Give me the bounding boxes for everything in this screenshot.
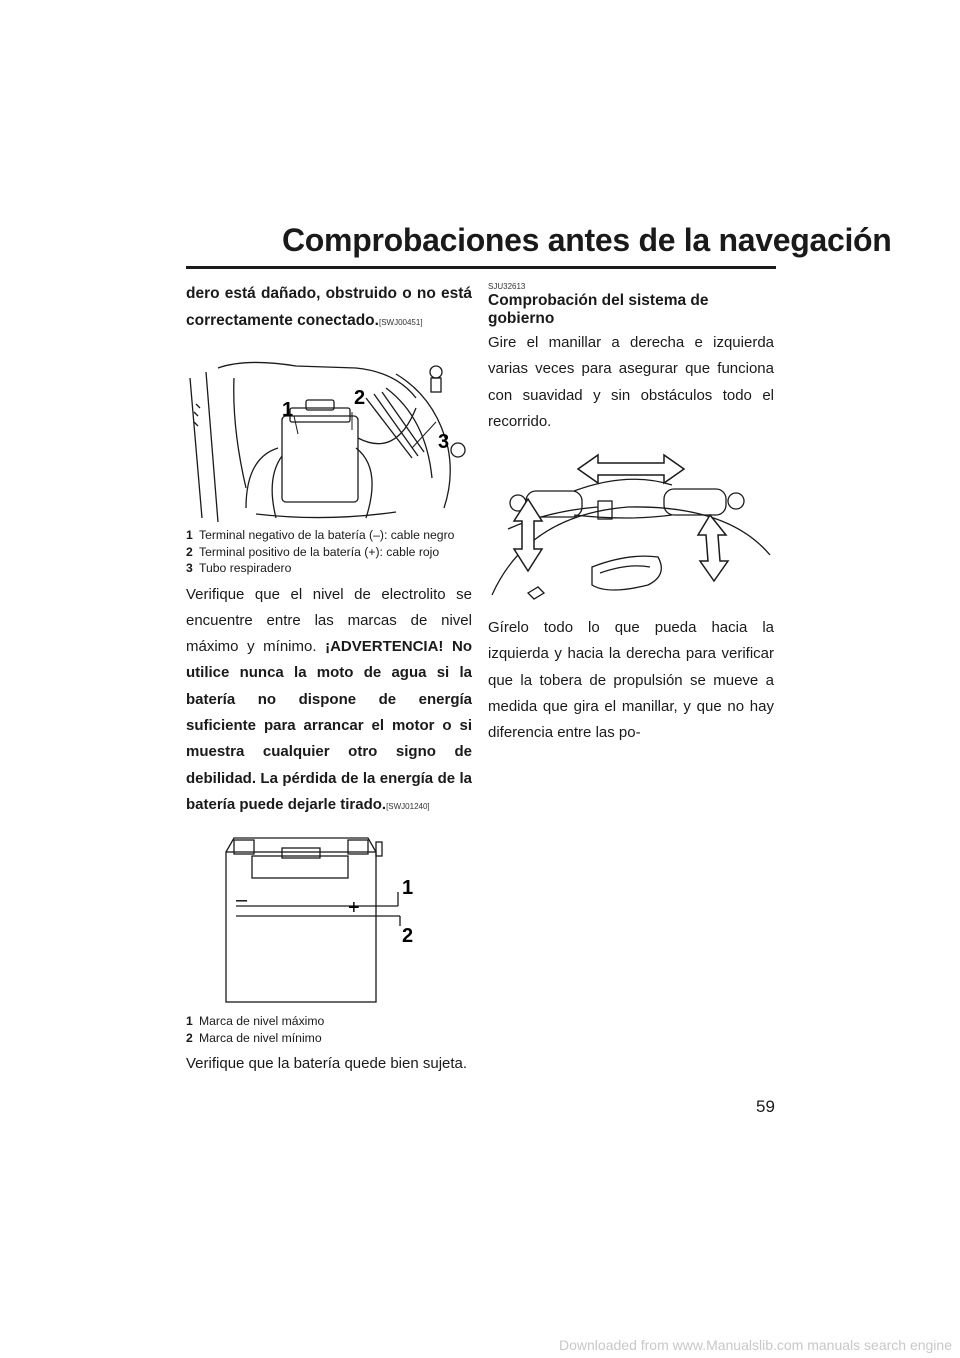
figure2-captions bbox=[186, 1014, 472, 1045]
page-title: Comprobaciones antes de la navegación bbox=[282, 222, 892, 258]
section-code: SJU32613 bbox=[488, 282, 526, 291]
handlebar-illustration bbox=[488, 445, 774, 605]
page-number: 59 bbox=[756, 1097, 775, 1116]
electrolyte-text: Verifique que el nivel de electrolito se encuentre entre las marcas de nivel máximo y mínimo. bbox=[186, 585, 472, 656]
intro-bold-text: dero está dañado, obstruido o no está correctamente conectado. bbox=[186, 285, 472, 329]
caption-item: 1 Terminal negativo de la batería (–): cable negro bbox=[186, 528, 455, 542]
caption-item: 1 Marca de nivel máximo bbox=[186, 1014, 325, 1029]
steering-paragraph-2: Gírelo todo lo que pueda hacia la izquierda y hacia la derecha para verificar que la tobera de propulsión se mueve a medida que gira el manillar, y que no hay diferencia entre las po- bbox=[488, 619, 774, 742]
left-column bbox=[186, 280, 472, 1077]
header-rule bbox=[186, 266, 776, 269]
electrolyte-paragraph bbox=[186, 582, 472, 821]
callout-2: 2 bbox=[354, 387, 366, 409]
warning-text: ¡ADVERTENCIA! No utilice nunca la moto de agua si la batería no dispone de energía suficiente para arrancar el motor o si muestra cualquier otro signo de debilidad. La pérdida de la energía de la batería puede dejarle tirado. bbox=[186, 638, 472, 813]
callout-1: 1 bbox=[282, 399, 294, 421]
callout-1: 1 bbox=[402, 877, 414, 900]
battery-compartment-illustration bbox=[186, 338, 472, 522]
intro-paragraph bbox=[186, 280, 472, 336]
footer-watermark: Downloaded from www.Manualslib.com manuals search engine bbox=[559, 1337, 952, 1353]
callout-3: 3 bbox=[438, 431, 450, 453]
steering-paragraph-1: Gire el manillar a derecha e izquierda varias veces para asegurar que funciona con suavidad y sin obstáculos todo el recorrido. bbox=[488, 334, 774, 430]
battery-level-illustration bbox=[186, 834, 472, 1008]
right-column bbox=[488, 280, 774, 747]
figure1-captions bbox=[186, 528, 472, 576]
secure-battery-paragraph: Verifique que la batería quede bien sujeta. bbox=[186, 1055, 468, 1073]
section-title: Comprobación del sistema de gobierno bbox=[488, 292, 709, 327]
caption-item: 3 Tubo respiradero bbox=[186, 561, 292, 575]
caption-item: 2 Marca de nivel mínimo bbox=[186, 1030, 322, 1045]
minus-symbol: – bbox=[236, 889, 248, 912]
callout-2: 2 bbox=[402, 925, 414, 948]
caption-item: 2 Terminal positivo de la batería (+): cable rojo bbox=[186, 544, 440, 559]
plus-symbol: + bbox=[348, 897, 360, 920]
warning-code: [SWJ01240] bbox=[386, 801, 430, 811]
warning-code: [SWJ00451] bbox=[378, 318, 423, 327]
